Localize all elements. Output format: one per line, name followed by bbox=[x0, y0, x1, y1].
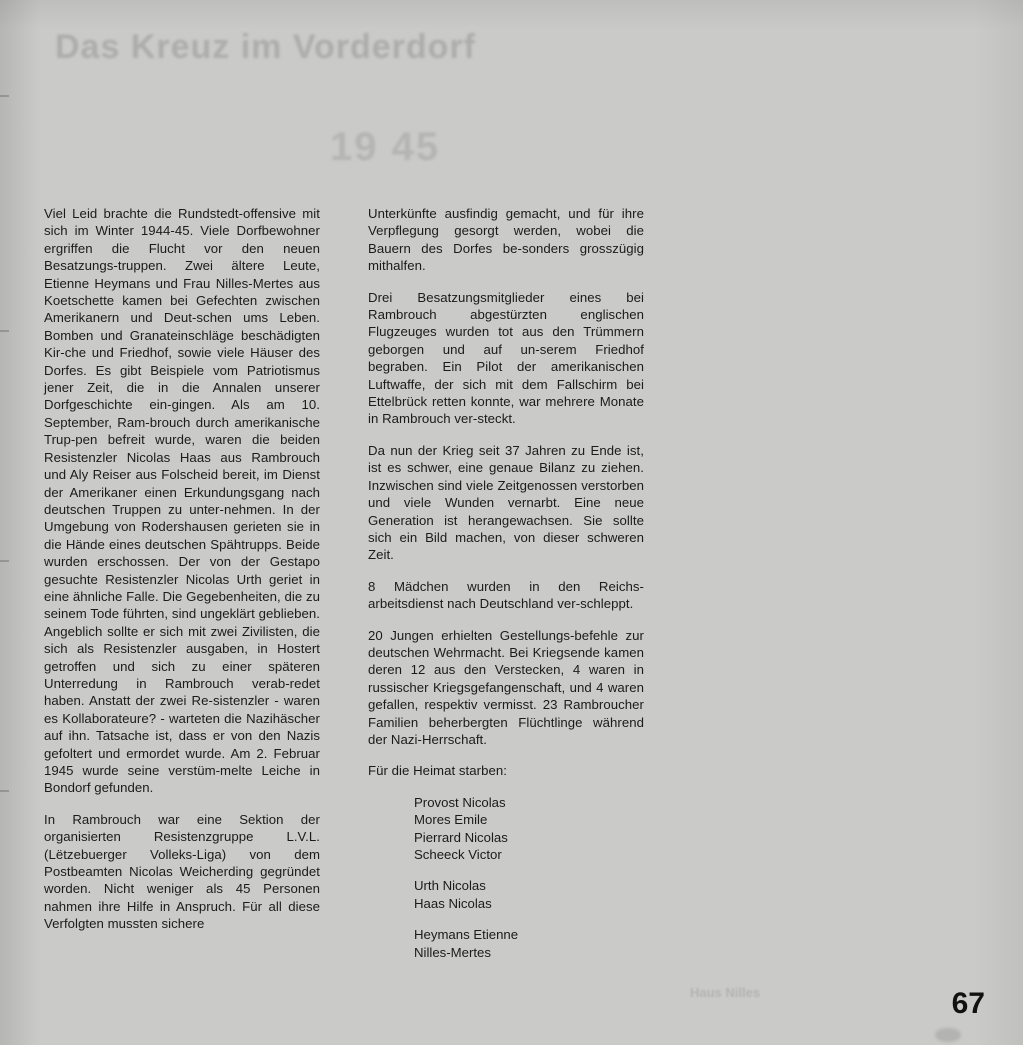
name-entry: Heymans Etienne bbox=[414, 927, 519, 943]
paragraph: 8 Mädchen wurden in den Reichs-arbeitsdienst nach Deutschland ver-schleppt. bbox=[368, 578, 644, 612]
name-entry: Urth Nicolas bbox=[414, 878, 486, 894]
name-entry: Haas Nicolas bbox=[414, 895, 492, 911]
ghost-footer-text: Haus Nilles bbox=[690, 985, 761, 1000]
name-group bbox=[414, 877, 644, 912]
paragraph: In Rambrouch war eine Sektion der organisierten Resistenzgruppe L.V.L. (Lëtzebuerger Volleks-Liga) von dem Postbeamten Nicolas Weicherding gegründet worden. Nicht weniger als 45 Personen nahmen ihre Hilfe in Anspruch. Für all diese Verfolgten mussten sichere bbox=[44, 811, 320, 932]
name-entry: Nilles-Mertes bbox=[414, 944, 491, 960]
memorial-name-list bbox=[368, 794, 644, 961]
name-entry: Scheeck Victor bbox=[414, 847, 502, 862]
paragraph: Da nun der Krieg seit 37 Jahren zu Ende ist, ist es schwer, eine genaue Bilanz zu ziehen. Inzwischen sind viele Zeitgenossen verstorben und viele Wunden vernarbt. Eine neue Generation ist herangewachsen. Sie sollte sich ein Bild machen, von dieser schweren Zeit. bbox=[368, 442, 644, 563]
ghost-subheading: 19 45 bbox=[330, 125, 441, 169]
column-left bbox=[44, 205, 320, 961]
ghost-heading: Das Kreuz im Vorderdorf bbox=[55, 28, 477, 66]
paragraph: Viel Leid brachte die Rundstedt-offensive mit sich im Winter 1944-45. Viele Dorfbewohner ergriffen die Flucht vor den neuen Besatzungs-truppen. Zwei ältere Leute, Etienne Heymans und Frau Nilles-Mertes aus Koetschette kamen bei Gefechten zwischen Amerikanern und Deut-schen ums Leben. Bomben und Granateinschläge beschädigten Kir-che und Friedhof, sowie viele Häuser des Dorfes. Es gibt Beispiele vom Patriotismus jener Zeit, die in die Annalen unserer Dorfgeschichte ein-gingen. Als am 10. September, Ram-brouch durch amerikanische Trup-pen befreit wurde, waren die beiden Resistenzler Nicolas Haas aus Rambrouch und Aly Reiser aus Folscheid bereit, im Dienst der Amerikaner einen Erkundungsgang nach deutschen Truppen zu unter-nehmen. In der Umgebung von Rodershausen gerieten sie in die Hände eines deutschen Spähtrupps. Beide wurden erschossen. Der von der Gestapo gesuchte Resistenzler Nicolas Urth geriet in eine ähnliche Falle. Die Gegebenheiten, die zu seinem Tode führten, sind ungeklärt geblieben. Angeblich sollte er sich mit zwei Zivilisten, die sich als Resistenzler ausgaben, in Hostert getroffen und sich zu einer späteren Unterredung in Rambrouch verab-redet haben. Anstatt der zwei Re-sistenzler - waren es Kollaborateure? - warteten die Nazihäscher auf ihn. Tatsache ist, dass er von den Nazis gefoltert und ermordet wurde. Am 2. Februar 1945 wurde seine verstüm-melte Leiche in Bondorf gefunden. bbox=[44, 206, 320, 796]
paragraph: 20 Jungen erhielten Gestellungs-befehle zur deutschen Wehrmacht. Bei Kriegsende kamen deren 12 aus den Verstecken, 4 waren in russischer Kriegsgefangenschaft, und 4 waren gefallen, respektiv vermisst. 23 Rambroucher Familien beherbergten Flüchtlinge während der Nazi-Herrschaft. bbox=[368, 627, 644, 747]
scan-artifact bbox=[935, 1028, 961, 1042]
name-group bbox=[414, 926, 644, 961]
scan-edge-mark bbox=[0, 330, 9, 332]
name-entry: Pierrard Nicolas bbox=[414, 829, 508, 845]
page-number: 67 bbox=[951, 987, 985, 1020]
scan-edge-mark bbox=[0, 790, 9, 792]
paragraph: Drei Besatzungsmitglieder eines bei Rambrouch abgestürzten englischen Flugzeuges wurden tot aus den Trümmern geborgen und auf un-serem Friedhof begraben. Ein Pilot der amerikanischen Luftwaffe, der sich mit dem Fallschirm bei Ettelbrück retten konnte, war mehrere Monate in Rambrouch ver-steckt. bbox=[368, 289, 644, 427]
name-entry: Mores Emile bbox=[414, 812, 488, 828]
name-entry: Provost Nicolas bbox=[414, 794, 506, 810]
scan-edge-mark bbox=[0, 560, 9, 562]
scan-edge-mark bbox=[0, 95, 9, 97]
name-group bbox=[414, 794, 644, 864]
column-right bbox=[368, 205, 644, 961]
memorial-intro: Für die Heimat starben: bbox=[368, 763, 507, 779]
article-body bbox=[44, 205, 644, 961]
paragraph: Unterkünfte ausfindig gemacht, und für ihre Verpflegung gesorgt werden, wobei die Bauern des Dorfes be-sonders grosszügig mithalfen. bbox=[368, 206, 644, 274]
